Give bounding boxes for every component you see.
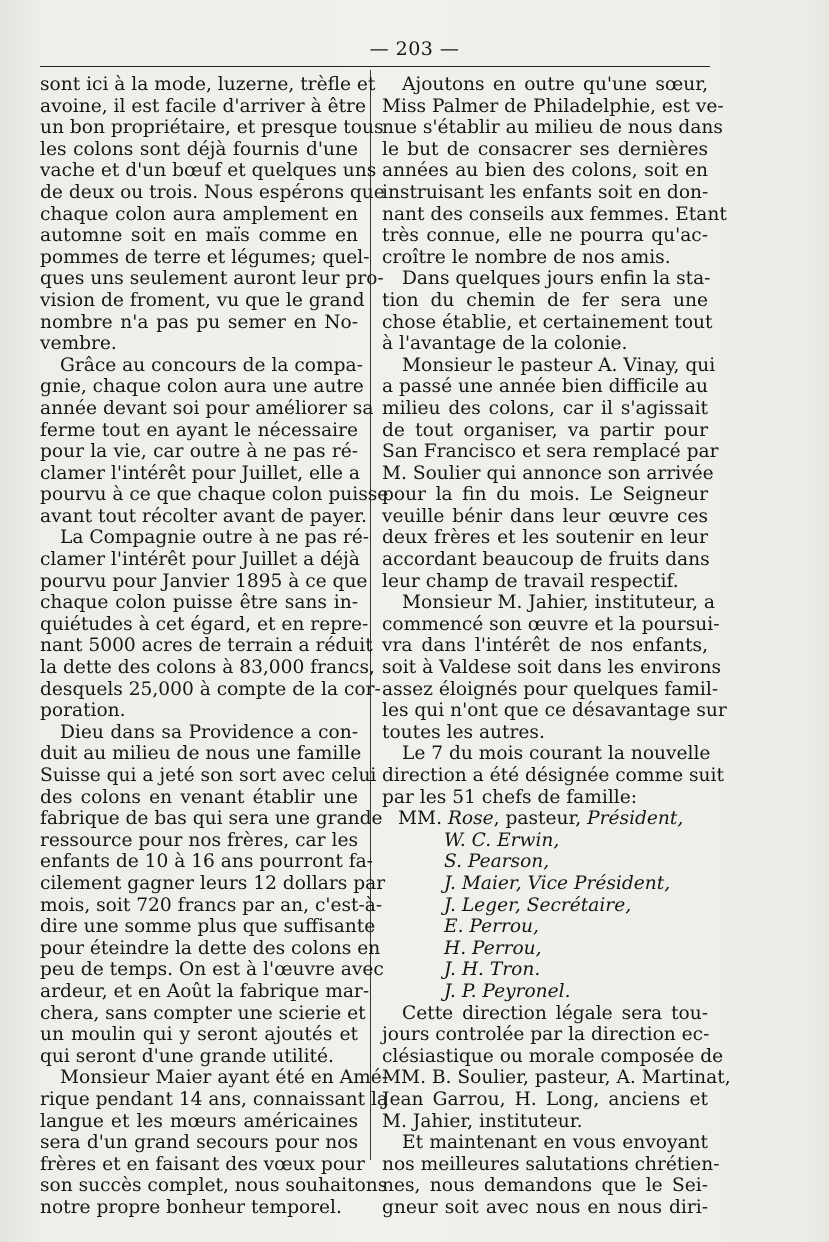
text-line: Miss Palmer de Philadelphie, est ve- xyxy=(382,95,724,117)
text-line: direction a été désignée comme suit xyxy=(382,765,724,786)
text-line: nombre n'a pas pu semer en No- xyxy=(40,311,358,333)
text-line: les colons sont déjà fournis d'une xyxy=(40,138,358,160)
officer-title: Président, xyxy=(587,808,684,830)
text-line: M. Soulier qui annonce son arrivée xyxy=(382,462,714,484)
text-line: toutes les autres. xyxy=(382,721,545,743)
text-line: Dans quelques jours enfin la sta- xyxy=(402,268,711,290)
officer-role: , pasteur, xyxy=(493,808,588,830)
officer-line: J. P. Peyronel. xyxy=(444,980,571,1002)
column-divider xyxy=(370,70,371,1160)
officer-line: J. Leger, Secrétaire, xyxy=(444,894,632,916)
page-number: — 203 — xyxy=(369,38,460,60)
text-line: cilement gagner leurs 12 dollars par xyxy=(40,872,386,894)
text-line: nes, nous demandons que le Sei- xyxy=(382,1175,708,1197)
right-column-paragraphs xyxy=(382,74,727,808)
text-line: M. Jahier, instituteur. xyxy=(382,1110,583,1132)
officer-line xyxy=(382,808,708,830)
text-line: Suisse qui a jeté son sort avec celui xyxy=(40,765,377,786)
text-line: dire une somme plus que suffisante xyxy=(40,916,376,938)
right-column xyxy=(382,74,731,1218)
text-line: vache et d'un bœuf et quelques uns xyxy=(40,160,377,182)
text-line: année devant soi pour améliorer sa xyxy=(40,397,374,419)
text-line: qui seront d'une grande utilité. xyxy=(40,1045,334,1067)
text-line: Monsieur le pasteur A. Vinay, qui xyxy=(402,354,716,376)
officer-line: H. Perrou, xyxy=(444,937,542,959)
text-line: milieu des colons, car il s'agissait xyxy=(382,397,708,419)
text-line: rique pendant 14 ans, connaissant la xyxy=(40,1088,388,1110)
officer-line: J. H. Tron. xyxy=(444,959,541,981)
text-line: San Francisco et sera remplacé par xyxy=(382,441,719,463)
text-line: automne soit en maïs comme en xyxy=(40,225,358,247)
text-line: nue s'établir au milieu de nous dans xyxy=(382,117,723,139)
text-line: gneur soit avec nous en nous diri- xyxy=(382,1196,708,1218)
text-line: clamer l'intérêt pour Juillet a déjà xyxy=(40,549,360,571)
text-line: Monsieur Maier ayant été en Amé- xyxy=(60,1067,389,1089)
text-line: langue et les mœurs américaines xyxy=(40,1110,358,1132)
text-line: enfants de 10 à 16 ans pourront fa- xyxy=(40,851,373,873)
text-line: Ajoutons en outre qu'une sœur, xyxy=(402,74,708,95)
text-line: commencé son œuvre et la poursui- xyxy=(382,613,720,635)
text-line: années au bien des colons, soit en xyxy=(382,160,708,182)
text-line: pour la fin du mois. Le Seigneur xyxy=(382,484,708,506)
officer-line: J. Maier, Vice Président, xyxy=(444,872,671,894)
text-line: ressource pour nos frères, car les xyxy=(40,829,358,851)
officer-prefix: MM. xyxy=(398,808,448,830)
text-line: de deux ou trois. Nous espérons que xyxy=(40,181,385,203)
officer-name: Rose xyxy=(447,808,494,830)
text-line: soit à Valdese soit dans les environs xyxy=(382,657,722,679)
text-line: accordant beaucoup de fruits dans xyxy=(382,549,710,571)
text-line: jours controlée par la direction ec- xyxy=(382,1024,710,1046)
text-line: duit au milieu de nous une famille xyxy=(40,743,362,765)
officer-line: S. Pearson, xyxy=(444,851,550,873)
text-line: des colons en venant établir une xyxy=(40,786,358,808)
text-line: Le 7 du mois courant la nouvelle xyxy=(402,743,711,765)
text-line: vra dans l'intérêt de nos enfants, xyxy=(382,635,708,657)
text-line: a passé une année bien difficile au xyxy=(382,376,708,398)
text-line: très connue, elle ne pourra qu'ac- xyxy=(382,225,708,247)
text-line: à l'avantage de la colonie. xyxy=(382,333,628,355)
text-line: Jean Garrou, H. Long, anciens et xyxy=(382,1088,708,1110)
text-line: peu de temps. On est à l'œuvre avec xyxy=(40,959,384,981)
text-line: assez éloignés pour quelques famil- xyxy=(382,678,719,700)
text-line: clamer l'intérêt pour Juillet, elle a xyxy=(40,462,360,484)
text-line: pourvu à ce que chaque colon puisse xyxy=(40,484,389,506)
text-line: de tout organiser, va partir pour xyxy=(382,419,708,441)
text-line: Et maintenant en vous envoyant xyxy=(402,1132,708,1154)
text-line: chaque colon aura amplement en xyxy=(40,203,358,225)
text-line: ardeur, et en Août la fabrique mar- xyxy=(40,980,370,1002)
text-line: nant des conseils aux femmes. Etant xyxy=(382,203,727,225)
text-line: son succès complet, nous souhaitons xyxy=(40,1175,388,1197)
text-line: les qui n'ont que ce désavantage sur xyxy=(382,700,727,722)
text-line: quiétudes à cet égard, et en repre- xyxy=(40,613,369,635)
text-line: chera, sans compter une scierie et xyxy=(40,1002,366,1024)
text-line: deux frères et les soutenir en leur xyxy=(382,527,708,549)
text-line: par les 51 chefs de famille: xyxy=(382,786,638,808)
text-line: avant tout récolter avant de payer. xyxy=(40,505,367,527)
text-line: vision de froment, vu que le grand xyxy=(40,289,365,311)
text-line: pour la vie, car outre à ne pas ré- xyxy=(40,441,358,463)
text-line: vembre. xyxy=(40,333,117,355)
text-line: leur champ de travail respectif. xyxy=(382,570,679,592)
text-line: avoine, il est facile d'arriver à être xyxy=(40,95,366,117)
text-line: chose établie, et certainement tout xyxy=(382,311,713,333)
text-line: poration. xyxy=(40,700,126,722)
header-rule xyxy=(40,66,710,67)
officer-line: E. Perrou, xyxy=(444,916,539,938)
text-line: ferme tout en ayant le nécessaire xyxy=(40,419,358,441)
text-line: Cette direction légale sera tou- xyxy=(402,1002,708,1024)
text-line: pourvu pour Janvier 1895 à ce que xyxy=(40,570,368,592)
text-line: Grâce au concours de la compa- xyxy=(60,354,363,376)
text-line: instruisant les enfants soit en don- xyxy=(382,181,709,203)
officer-line: W. C. Erwin, xyxy=(444,829,560,851)
text-line: croître le nombre de nos amis. xyxy=(382,246,671,268)
officers-list xyxy=(382,808,708,1002)
text-line: notre propre bonheur temporel. xyxy=(40,1196,342,1218)
text-line: un moulin qui y seront ajoutés et xyxy=(40,1024,358,1046)
left-column xyxy=(40,74,389,1218)
text-line: pour éteindre la dette des colons en xyxy=(40,937,381,959)
text-line: Dieu dans sa Providence a con- xyxy=(60,721,358,743)
text-line: desquels 25,000 à compte de la cor- xyxy=(40,678,381,700)
text-line: gnie, chaque colon aura une autre xyxy=(40,376,364,398)
text-line: Monsieur M. Jahier, instituteur, a xyxy=(402,592,715,614)
text-line: frères et en faisant des vœux pour xyxy=(40,1153,365,1175)
text-line: veuille bénir dans leur œuvre ces xyxy=(382,505,708,527)
text-line: sont ici à la mode, luzerne, trèfle et xyxy=(40,74,376,95)
text-line: fabrique de bas qui sera une grande xyxy=(40,808,383,830)
text-line: un bon propriétaire, et presque tous xyxy=(40,117,384,139)
text-line: le but de consacrer ses dernières xyxy=(382,138,708,160)
text-line: nos meilleures salutations chrétien- xyxy=(382,1153,720,1175)
text-line: la dette des colons à 83,000 francs, xyxy=(40,657,375,679)
text-line: ques uns seulement auront leur pro- xyxy=(40,268,384,290)
text-line: nant 5000 acres de terrain a réduit xyxy=(40,635,373,657)
text-line: pommes de terre et légumes; quel- xyxy=(40,246,370,268)
text-line: tion du chemin de fer sera une xyxy=(382,289,708,311)
text-line: La Compagnie outre à ne pas ré- xyxy=(60,527,370,549)
text-line: sera d'un grand secours pour nos xyxy=(40,1132,358,1154)
text-line: mois, soit 720 francs par an, c'est-à- xyxy=(40,894,383,916)
text-line: clésiastique ou morale composée de xyxy=(382,1045,724,1067)
text-line: chaque colon puisse être sans in- xyxy=(40,592,358,614)
text-line: MM. B. Soulier, pasteur, A. Martinat, xyxy=(382,1067,731,1089)
right-column-closing xyxy=(382,1002,731,1219)
